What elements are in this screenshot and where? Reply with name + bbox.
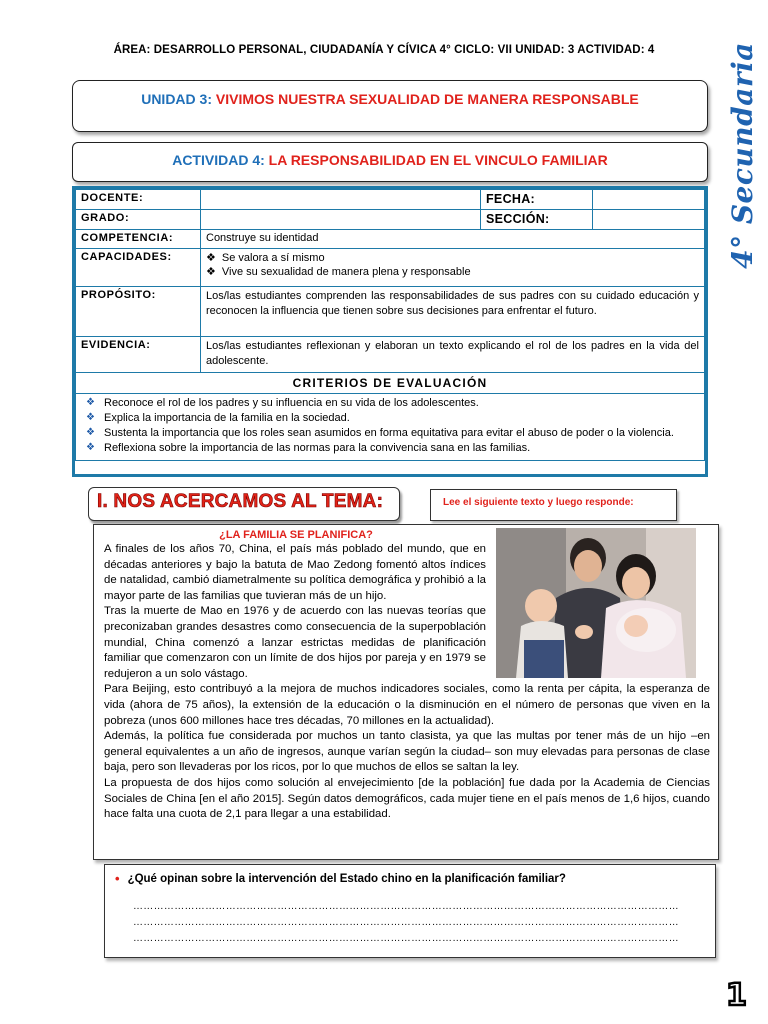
capacidad-text: Vive su sexualidad de manera plena y responsable bbox=[221, 266, 471, 279]
criterio-text: Reconoce el rol de los padres y su influencia en su vida de los adolescentes. bbox=[104, 397, 479, 409]
capacidad-text: Se valora a sí mismo bbox=[221, 252, 325, 264]
page-header: ÁREA: DESARROLLO PERSONAL, CIUDADANÍA Y CÍVICA 4° CICLO: VII UNIDAD: 3 ACTIVIDAD: 4 bbox=[113, 44, 655, 56]
proposito-label: PROPÓSITO: bbox=[76, 287, 201, 337]
evidencia-label: EVIDENCIA: bbox=[76, 337, 201, 373]
capacidad-item bbox=[206, 265, 699, 279]
question bbox=[115, 873, 705, 885]
activity-prefix: ACTIVIDAD 4: bbox=[172, 152, 265, 168]
fecha-label: FECHA: bbox=[481, 190, 593, 210]
reading-paragraph: La propuesta de dos hijos como solución al envejecimiento [de la población] fue dada por la Academia de Ciencias Sociales de China [en el año 2015]. Según datos demográficos, cada mujer tiene en el país menos de 1,6 hijos, cuando hace falta una cuota de 2,1 para llegar a una estabilidad. bbox=[104, 776, 710, 821]
criterio-item bbox=[86, 396, 696, 411]
reading-paragraph: Tras la muerte de Mao en 1976 y de acuerdo con las nuevas teorías que preconizaban grandes desastres como consecuencia de la superpoblación mundial, China comenzó a lanzar estrictas medidas de planificación familiar que comenzaron con un límite de dos hijos por pareja y en 1979 se redujeron a un solo vástago. bbox=[104, 605, 486, 680]
unit-prefix: UNIDAD 3: bbox=[141, 91, 212, 107]
reading-box bbox=[93, 524, 719, 860]
diamond-bullet-icon: ❖ bbox=[86, 411, 95, 423]
unit-title: VIVIMOS NUESTRA SEXUALIDAD DE MANERA RESPONSABLE bbox=[215, 91, 639, 107]
reading-paragraph: Además, la política fue considerada por muchos un tanto clasista, ya que las multas por tener más de un hijo –en general equivalentes a un año de ingresos, aunque varían según la ciudad– son muy elevadas para personas de clase baja, pero son llevaderas por los ricos, por lo que muchos de ellos se saltan la ley. bbox=[104, 730, 710, 774]
red-dot-icon: • bbox=[115, 871, 120, 886]
diamond-bullet-icon: ❖ bbox=[86, 441, 95, 453]
grado-label: GRADO: bbox=[76, 210, 201, 230]
reading-paragraph: Para Beijing, esto contribuyó a la mejora de muchos indicadores sociales, como la renta per cápita, la esperanza de vida (ahora de 75 años), la extensión de la educación o la disminución en el número de personas que viven en la pobreza (unos 600 millones hace tres décadas, 70 millones en la actualidad). bbox=[104, 683, 710, 727]
answer-line[interactable]: …………………………………………………………………………………………………………………………………………… bbox=[133, 901, 679, 912]
competencia-value: Construye su identidad bbox=[201, 230, 705, 249]
reading-title: ¿LA FAMILIA SE PLANIFICA? bbox=[219, 529, 373, 541]
reading-text bbox=[104, 542, 710, 823]
question-box bbox=[104, 864, 716, 958]
criterio-item bbox=[86, 411, 696, 426]
activity-title-box bbox=[72, 142, 708, 182]
evidencia-value: Los/las estudiantes reflexionan y elaboran un texto explicando el rol de los padres en la vida del adolescente. bbox=[201, 337, 705, 373]
competencia-label: COMPETENCIA: bbox=[76, 230, 201, 249]
grade-side-label bbox=[716, 41, 768, 269]
diamond-bullet-icon: ❖ bbox=[86, 426, 95, 438]
page-number: 1 bbox=[726, 978, 747, 1013]
docente-field[interactable] bbox=[201, 190, 481, 210]
capacidades-label: CAPACIDADES: bbox=[76, 249, 201, 287]
instruction-box: Lee el siguiente texto y luego responde: bbox=[430, 489, 677, 521]
unit-title-box bbox=[72, 80, 708, 132]
family-photo-illustration bbox=[496, 528, 696, 678]
family-photo bbox=[496, 528, 696, 678]
capacidades-list bbox=[201, 249, 705, 287]
criterios-title: CRITERIOS DE EVALUACIÓN bbox=[76, 373, 705, 394]
seccion-field[interactable] bbox=[593, 210, 705, 230]
section-title-box bbox=[88, 487, 400, 521]
criterio-text: Sustenta la importancia que los roles sean asumidos en forma equitativa para evitar el abuso de poder o la violencia. bbox=[104, 426, 674, 439]
proposito-value: Los/las estudiantes comprenden las responsabilidades de sus padres con su cuidado educación y reconocen la influencia que tienen sobre sus decisiones para enfrentar el futuro. bbox=[201, 287, 705, 337]
docente-label: DOCENTE: bbox=[76, 190, 201, 210]
question-text: ¿Qué opinan sobre la intervención del Estado chino en la planificación familiar? bbox=[127, 873, 566, 885]
answer-line[interactable]: …………………………………………………………………………………………………………………………………………… bbox=[133, 933, 679, 944]
criterios-list bbox=[76, 394, 705, 461]
criterio-text: Explica la importancia de la familia en la sociedad. bbox=[104, 411, 350, 424]
seccion-label: SECCIÓN: bbox=[481, 210, 593, 230]
grado-field[interactable] bbox=[201, 210, 481, 230]
fecha-field[interactable] bbox=[593, 190, 705, 210]
checkmark-bullet-icon: ❖ bbox=[206, 266, 216, 279]
grade-side-label-text: 4° Secundaria bbox=[725, 41, 759, 269]
answer-line[interactable]: …………………………………………………………………………………………………………………………………………… bbox=[133, 917, 679, 928]
criterio-text: Reflexiona sobre la importancia de las normas para la convivencia sana en las familias. bbox=[104, 441, 531, 454]
section-title: I. NOS ACERCAMOS AL TEMA: bbox=[97, 491, 384, 512]
criterio-item bbox=[86, 441, 696, 456]
criterio-item bbox=[86, 426, 696, 441]
capacidad-item bbox=[206, 251, 699, 265]
checkmark-bullet-icon: ❖ bbox=[206, 252, 216, 264]
diamond-bullet-icon: ❖ bbox=[86, 397, 95, 408]
info-table bbox=[72, 186, 708, 477]
reading-paragraph: A finales de los años 70, China, el país más poblado del mundo, que en décadas anteriores y bajo la batuta de Mao Zedong fomentó altos índices de natalidad, cambió diametralmente su política demográfica y prohibió a la mayor parte de las familias que tuvieran más de un hijo. bbox=[104, 543, 486, 602]
activity-title: LA RESPONSABILIDAD EN EL VINCULO FAMILIAR bbox=[268, 152, 608, 168]
